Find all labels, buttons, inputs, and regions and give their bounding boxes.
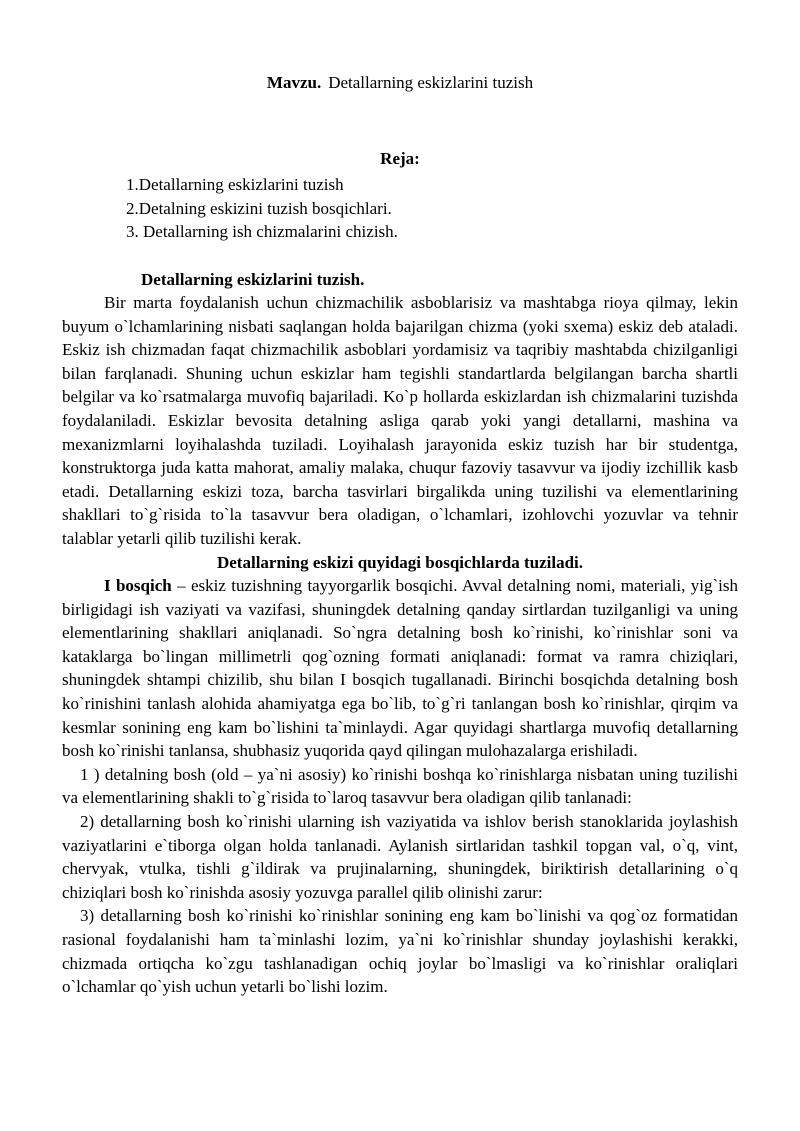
- section-heading-sketching: Detallarning eskizlarini tuzish.: [141, 269, 365, 289]
- document-content: [62, 0, 738, 999]
- page-title-text: Detallarning eskizlarini tuzish: [328, 73, 534, 92]
- plan-list: [62, 173, 738, 244]
- section-paragraph-stage-one: [62, 574, 738, 763]
- section-heading-stages: Detallarning eskizi quyidagi bosqichlarda tuziladi.: [216, 552, 584, 572]
- list-item: 3. Detallarning ish chizmalarini chizish.: [126, 222, 398, 241]
- list-item: 1.Detallarning eskizlarini tuzish: [126, 175, 344, 194]
- section-paragraph-sketching: Bir marta foydalanish uchun chizmachilik asboblarisiz va mashtabga rioya qilmay, lekin buyum o`lchamlarining nisbati saqlangan holda bajarilgan chizma (yoki sxema) eskiz deb ataladi. Eskiz ish chizmadan faqat chizmachilik asboblari yordamisiz va taqribiy mashtabda chizilganligi bilan farqlanadi. Shuning uchun eskizlar ham tegishli standartlarda belgilangan barcha shartli belgilar va ko`rsatmalarga muvofiq bajariladi. Ko`p hollarda eskizlardan ish chizmalarini tuzishda foydalaniladi. Eskizlar bevosita detalning asliga qarab yoki yangi detallarni, mashina va mexanizmlarni loyihalashda tuziladi. Loyihalash jarayonida eskiz tuzish har bir studentga, konstruktorga juda katta mahorat, amaliy malaka, chuqur fazoviy tasavvur va ijodiy izchillik kasb etadi. Detallarning eskizi toza, barcha tasvirlari birgalikda uning tuzilishi va elementlarining shakllari to`g`risida to`la tasavvur bera oladigan, o`lchamlari, izohlovchi yozuvlar va tehnir talablar yetarli qilib tuzilishi kerak.: [62, 293, 738, 548]
- stage-one-text: – eskiz tuzishning tayyorgarlik bosqichi. Avval detalning nomi, materiali, yig`ish birligidagi ish vaziyati va vazifasi, shuningdek detalning qanday sirtlardan tuzilganligi va uning elementlarining shakllari aniqlanadi. So`ngra detalning bosh ko`rinishi, ko`rinishlar soni va kataklarga bo`lingan millimetrli qog`ozning formati aniqlanadi: format va ramra chiziqlari, shuningdek shtampi chizilib, shu bilan I bosqich tugallanadi. Birinchi bosqichda detalning bosh ko`rinishini tanlash alohida ahamiyatga ega bo`lib, to`g`ri tanlangan bosh ko`rinishlar, qirqim va kesmlar sonining eng kam bo`lishini ta`minlaydi. Agar quyidagi shartlarga muvofiq detallarning bosh ko`rinishi tanlansa, shubhasiz yuqorida qayd qilingan mulohazalarga erishiladi.: [62, 576, 738, 761]
- plan-heading: Reja:: [380, 149, 420, 168]
- list-item: 2.Detalning eskizini tuzish bosqichlari.: [126, 198, 392, 218]
- numbered-item-1: 1 ) detalning bosh (old – ya`ni asosiy) ko`rinishi boshqa ko`rinishlarga nisbatan uning tuzilishi va elementlarining shakli to`g`risida to`laroq tasavvur bera oladigan qilib tanlanadi:: [62, 764, 738, 808]
- stage-one-label: I bosqich: [104, 576, 172, 596]
- page-title: [62, 72, 738, 93]
- numbered-item-2: 2) detallarning bosh ko`rinishi ularning ish vaziyatida va ishlov berish stanoklarida joylashish vaziyatlarini e`tiborga olgan holda tanlanadi. Aylanish sirtlaridan tashkil topgan val, o`q, vint, chervyak, vtulka, tishli g`ildirak va prujinalarning, shuningdek, biriktirish detallarining o`q chiziqlari bosh ko`rinishda asosiy yozuvga parallel qilib olinishi zarur:: [62, 811, 738, 902]
- page-title-label: Mavzu.: [266, 73, 322, 92]
- numbered-item-3: 3) detallarning bosh ko`rinishi ko`rinishlar sonining eng kam bo`linishi va qog`oz formatidan rasional foydalanishi ham ta`minlashi lozim, ya`ni ko`rinishlar shunday joylashishi kerakki, chizmada ortiqcha ko`zgu tashlanadigan ochiq joylar bo`lmasligi va ko`rinishlar oraliqlari o`lchamlar qo`yish uchun yetarli bo`lishi lozim.: [62, 906, 738, 997]
